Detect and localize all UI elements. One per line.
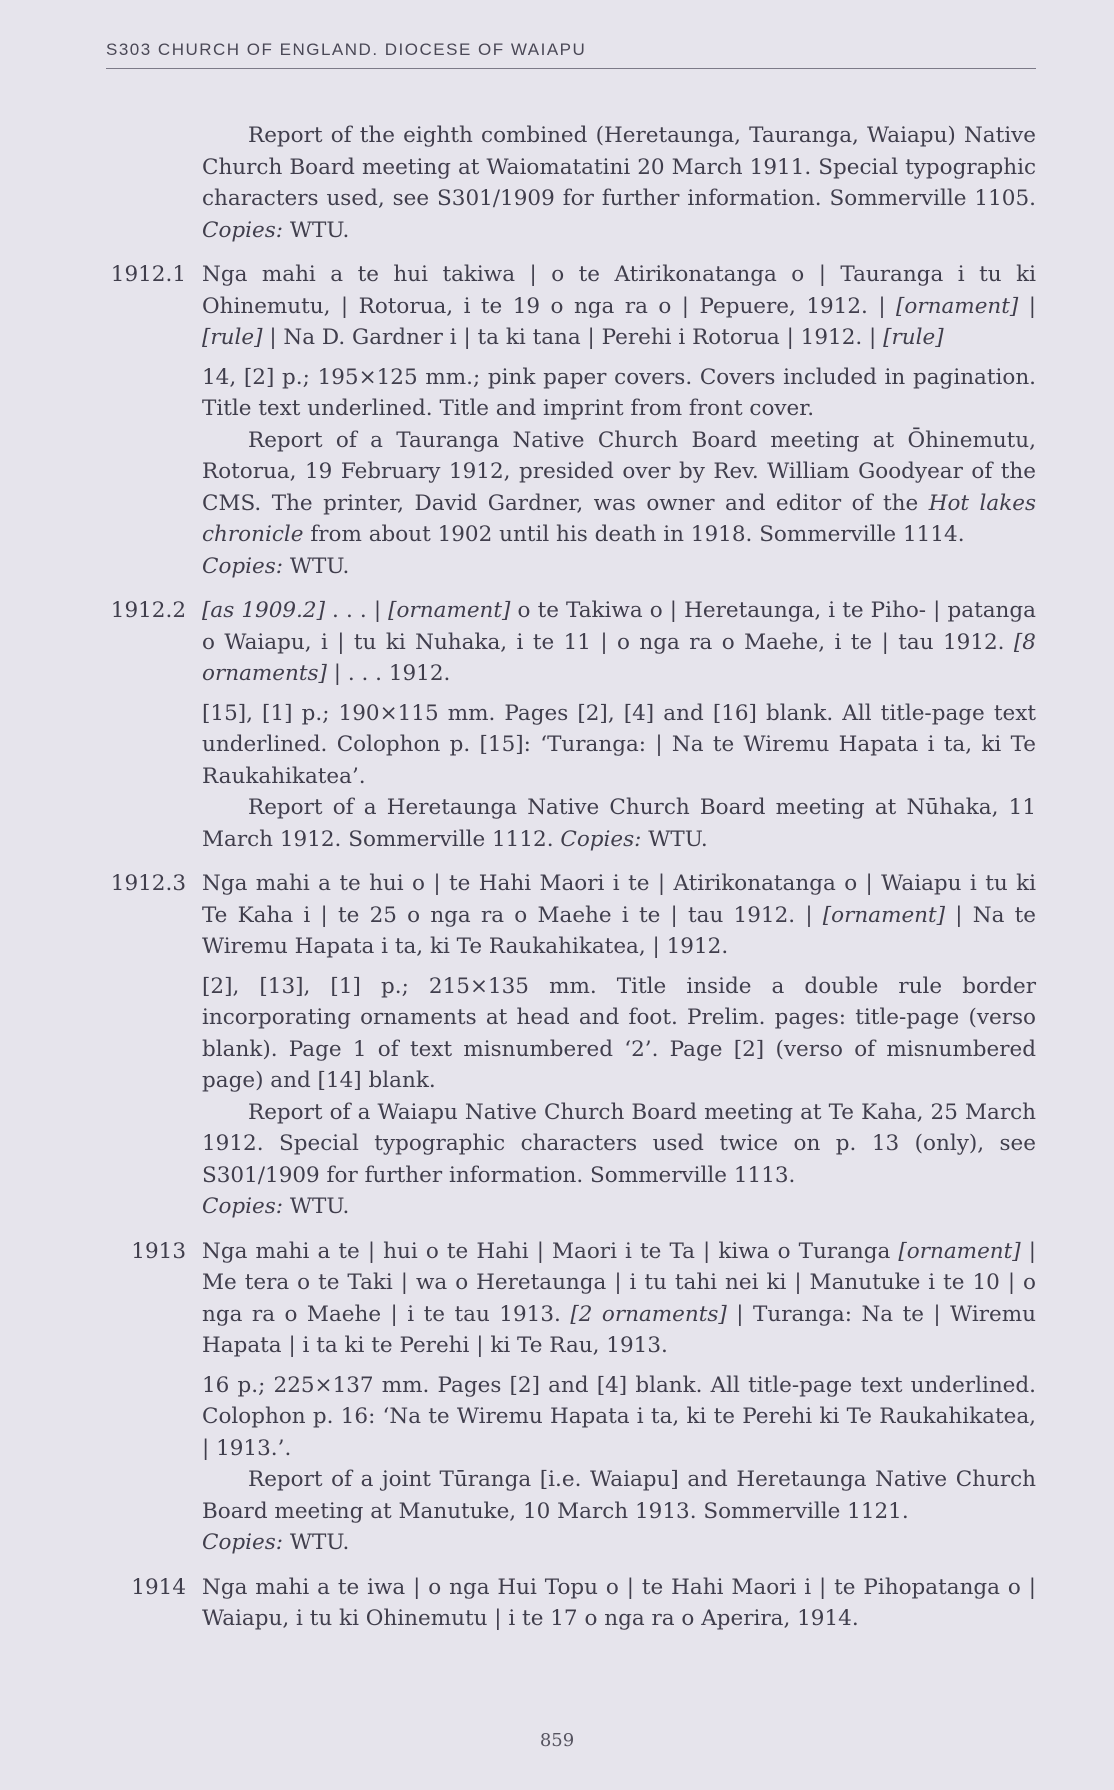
title-italic: [ornament] [898, 1238, 1021, 1264]
title-italic: [rule] [883, 325, 944, 350]
running-head: S303 CHURCH OF ENGLAND. DIOCESE OF WAIAPU [106, 40, 1036, 69]
entry-1914 [106, 1572, 1036, 1635]
title-text: Nga mahi a te hui takiwa | o te Atirikonatanga o | Tauranga i tu ki Ohinemutu, | Rotorua, i te 19 o nga ra o | Pepuere, 1912. | [202, 262, 1036, 319]
entry-note [202, 425, 1036, 583]
copies-label: Copies: [560, 826, 642, 852]
title-text: | Me tera o te Taki | wa o Heretaunga | i tu tahi nei ki | Manutuke i te 10 | o nga ra o Maehe | i te tau 1913. [202, 1238, 1037, 1327]
copies-label: Copies: [202, 553, 284, 579]
entry-number: 1912.1 [110, 262, 186, 287]
entry-note [202, 792, 1036, 855]
entry-description: [2], [13], [1] p.; 215×135 mm. Title inside a double rule border incorporating ornaments at head and foot. Prelim. pages: title-page (verso blank). Page 1 of text misnumbered ‘2’. Page [2] (verso of misnumbered page) and [14] blank. [202, 973, 1036, 1093]
entry-number: 1912.2 [110, 598, 186, 623]
note-text: Report of a Tauranga Native Church Board meeting at Ōhinemutu, Rotorua, 19 February 1912, presided over by Rev. William Goodyear of the CMS. The printer, David Gardner, was owner and editor of the [202, 427, 1036, 516]
entry-number: 1912.3 [110, 871, 186, 896]
copies-value: WTU. [283, 1530, 350, 1555]
title-text: . . . | [324, 598, 389, 623]
title-text: o te Takiwa o | Heretaunga, i te Piho- | patanga o Waiapu, i | tu ki Nuhaka, i te 11 | o nga ra o Maehe, i te | tau 1912. [202, 598, 1036, 655]
copies-value: WTU. [641, 826, 708, 852]
title-italic: [as 1909.2] [202, 598, 325, 623]
entry-body [202, 595, 1036, 855]
page-number: 859 [539, 1730, 575, 1751]
copies-value: WTU. [283, 553, 350, 579]
entry-number: 1914 [131, 1574, 186, 1600]
note-italic: Hot lakes chronicle [202, 490, 1036, 547]
entry-body [202, 868, 1036, 1223]
copies-value: WTU. [283, 217, 350, 243]
note-text: Report of a joint Tūranga [i.e. Waiapu] and Heretaunga Native Church Board meeting at Manutuke, 10 March 1913. Sommerville 1121. [202, 1467, 1036, 1524]
copies-label: Copies: [202, 1194, 284, 1219]
note-text: Report of a Heretaunga Native Church Board meeting at Nūhaka, 11 March 1912. Sommerville 1112. [202, 795, 1036, 852]
note-text: from about 1902 until his death in 1918. Sommerville 1114. [303, 522, 965, 547]
entry-description: 16 p.; 225×137 mm. Pages [2] and [4] blank. All title-page text underlined. Colophon p. 16: ‘Na te Wiremu Hapata i ta, ki te Perehi ki Te Raukahikatea, | 1913.’. [202, 1372, 1036, 1461]
title-italic: [ornament] [388, 598, 511, 623]
entry-1912-2 [106, 595, 1036, 855]
entry-title [202, 868, 1036, 963]
title-italic: [rule] [202, 325, 263, 350]
title-italic: [8 ornaments] [202, 629, 1036, 686]
entry-description: 14, [2] p.; 195×125 mm.; pink paper covers. Covers included in pagination. Title text underlined. Title and imprint from front cover. [202, 364, 1036, 421]
entry-note [202, 1464, 1036, 1559]
title-italic: [ornament] [822, 902, 946, 928]
entry-body [202, 1236, 1036, 1559]
title-text: | Na D. Gardner i | ta ki tana | Perehi i Rotorua | 1912. | [262, 325, 884, 350]
title-text: Nga mahi a te hui o | te Hahi Maori i te | Atirikonatanga o | Waiapu i tu ki Te Kaha i | te 25 o nga ra o Maehe i te | tau 1912. | [202, 871, 1036, 928]
entry-title [202, 259, 1036, 354]
title-text: | . . . 1912. [326, 661, 451, 686]
copies-value: WTU. [283, 1194, 350, 1219]
title-italic: [2 ornaments] [570, 1301, 727, 1327]
continued-note-text: Report of the eighth combined (Heretaunga, Tauranga, Waiapu) Native Church Board meeting at Waiomatatini 20 March 1911. Special typographic characters used, see S301/1909 for further information. Sommerville 1105. [202, 123, 1036, 211]
copies-label: Copies: [202, 217, 284, 243]
bibliography-body [106, 120, 1036, 1635]
entry-title [202, 595, 1036, 690]
entry-1913 [106, 1236, 1036, 1559]
entry-1912-1 [106, 259, 1036, 582]
entry-note [202, 1097, 1036, 1223]
title-text: Nga mahi a te | hui o te Hahi | Maori i te Ta | kiwa o Turanga [202, 1238, 899, 1264]
entry-title [202, 1236, 1036, 1362]
note-text: Report of a Waiapu Native Church Board meeting at Te Kaha, 25 March 1912. Special typographic characters used twice on p. 13 (only), see S301/1909 for further information. Sommerville 1113. [202, 1099, 1036, 1188]
title-text: | Turanga: Na te | Wiremu Hapata | i ta ki te Perehi | ki Te Rau, 1913. [202, 1301, 1036, 1358]
title-italic: [ornament] [896, 293, 1019, 319]
entry-body [202, 1572, 1036, 1635]
entry-number: 1913 [131, 1238, 186, 1264]
entry-1912-3 [106, 868, 1036, 1223]
entry-description: [15], [1] p.; 190×115 mm. Pages [2], [4] and [16] blank. All title-page text underlined. Colophon p. [15]: ‘Turanga: | Na te Wiremu Hapata i ta, ki Te Raukahikatea’. [202, 700, 1036, 789]
title-text: | [1018, 293, 1036, 319]
entry-body [202, 259, 1036, 582]
continued-note [202, 120, 1036, 246]
entry-title: Nga mahi a te iwa | o nga Hui Topu o | te Hahi Maori i | te Pihopatanga o | Waiapu, i tu ki Ohinemutu | i te 17 o nga ra o Aperira, 1914. [202, 1574, 1036, 1631]
copies-label: Copies: [202, 1530, 284, 1555]
title-text: | Na te Wiremu Hapata i ta, ki Te Raukahikatea, | 1912. [202, 902, 1036, 959]
